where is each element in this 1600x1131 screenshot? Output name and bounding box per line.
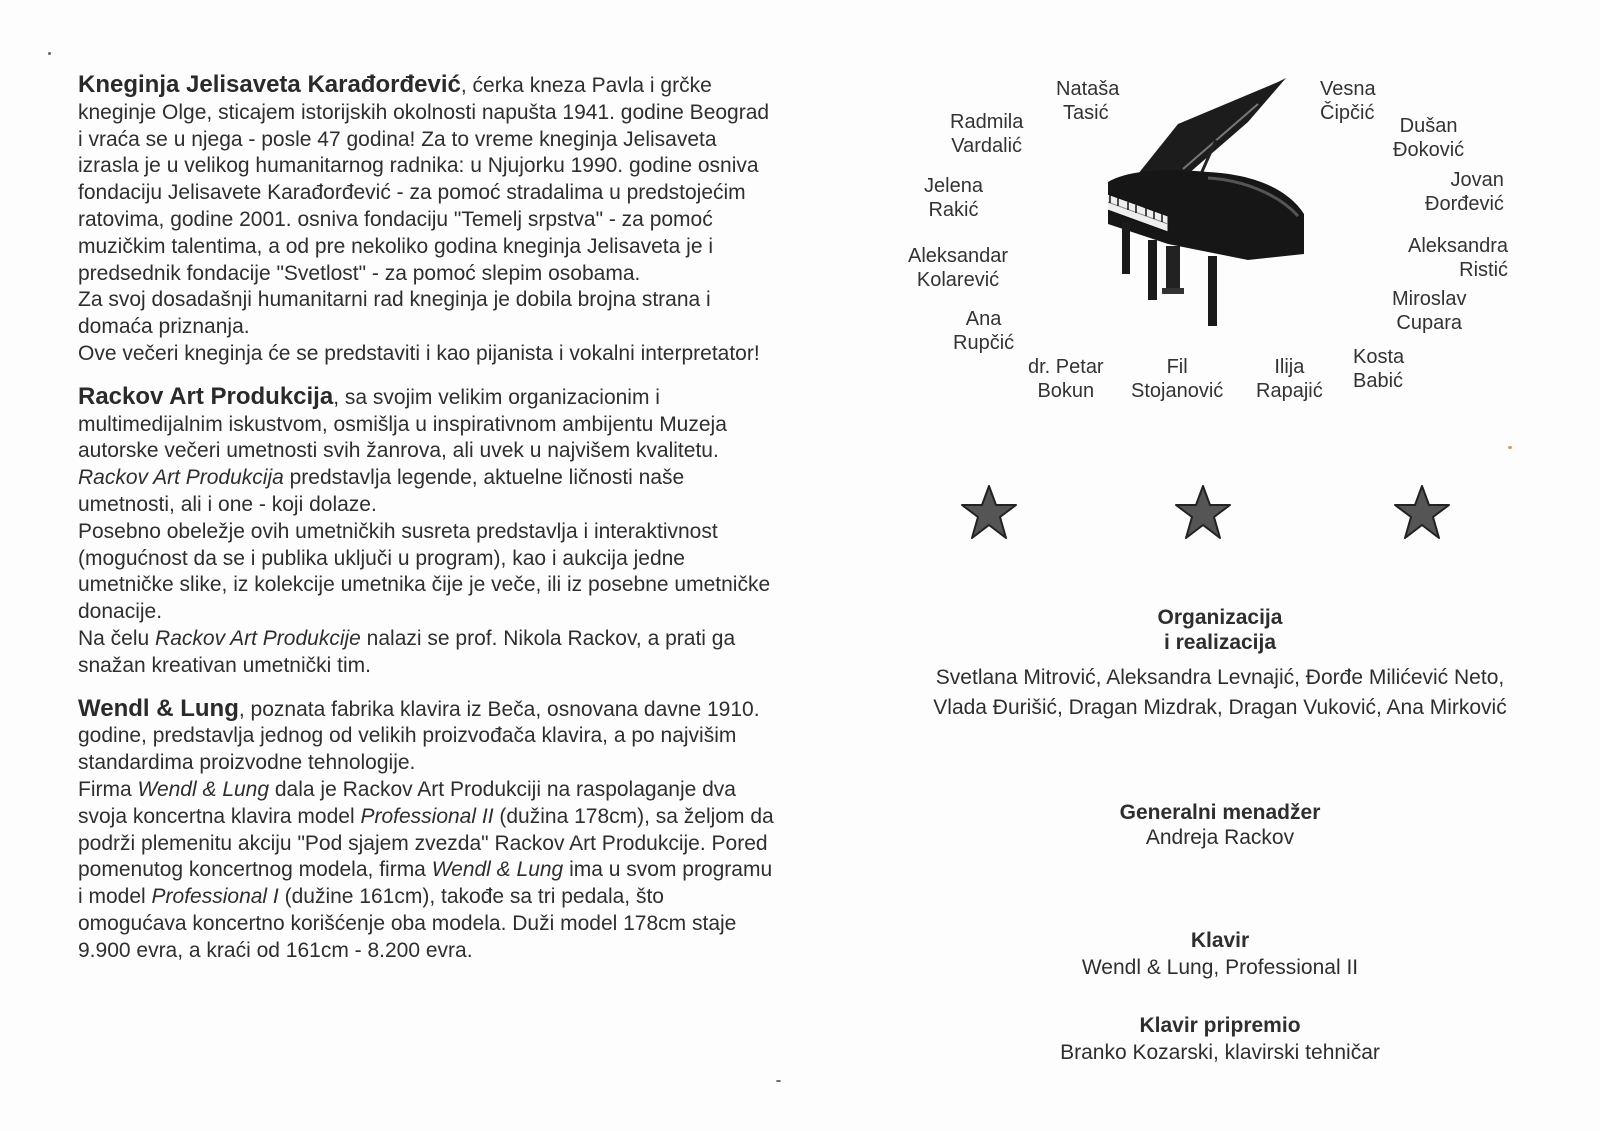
section-text: nalazi se prof. Nikola Rackov, a prati ga snažan kreativan umetnički tim. <box>78 626 736 677</box>
star-icon <box>960 484 1018 542</box>
credits-piano <box>870 928 1570 983</box>
performer-name <box>924 174 983 222</box>
italic-text: Rackov Art Produkcija <box>78 466 284 490</box>
section-paragraph <box>78 696 778 777</box>
name-line: Tasić <box>1063 102 1109 124</box>
scan-speck <box>48 52 51 55</box>
italic-text: Rackov Art Produkcije <box>155 626 361 650</box>
performer-name <box>1393 114 1464 162</box>
left-column <box>78 72 778 981</box>
credits-names: Vlada Đurišić, Dragan Mizdrak, Dragan Vuković, Ana Mirković <box>933 696 1507 719</box>
section-paragraph <box>78 626 778 680</box>
name-line: Jelena <box>924 175 983 197</box>
name-line: Vardalić <box>951 135 1023 157</box>
name-line: Aleksandra <box>1408 235 1509 257</box>
name-line: Aleksandar <box>908 245 1009 267</box>
name-line: Đoković <box>1393 139 1465 161</box>
section-text: Na čelu <box>78 626 156 650</box>
credits-names: Branko Kozarski, klavirski tehničar <box>1060 1041 1380 1064</box>
name-line: Babić <box>1353 370 1404 392</box>
star-icon <box>1393 484 1451 542</box>
performer-name <box>950 110 1023 158</box>
name-line: Vesna <box>1320 78 1376 100</box>
credits-general-manager <box>870 800 1570 850</box>
section-text: predstavlja legende, aktuelne ličnosti naše umetnosti, ali i one - koji dolaze. <box>78 466 685 516</box>
credits-title: Klavir pripremio <box>1139 1014 1301 1037</box>
name-line: Bokun <box>1037 380 1095 402</box>
section-text: (dužine 161cm), takođe sa tri pedala, što omogućava koncertno korišćenje oba modela. Duži model 178cm staje 9.900 evra, a kraći od 161cm - 8.200 evra. <box>78 885 737 962</box>
italic-text: Professional I <box>151 885 279 909</box>
section-wendl-lung <box>78 696 778 965</box>
name-line: Fil <box>1166 356 1188 378</box>
section-lead: Rackov Art Produkcija <box>78 382 334 410</box>
performer-name <box>1392 287 1466 335</box>
performer-name <box>1056 77 1119 125</box>
performer-name <box>1320 77 1376 125</box>
scan-speck <box>1508 446 1512 449</box>
italic-text: Wendl & Lung <box>431 858 564 882</box>
performer-name <box>1131 355 1223 403</box>
performer-name <box>1425 168 1504 216</box>
star-icon <box>1174 484 1232 542</box>
section-lead: Kneginja Jelisaveta Karađorđević <box>78 71 461 98</box>
section-paragraph: Posebno obeležje ovih umetničkih susreta predstavlja i interaktivnost (mogućnost da se i publika uključi u program), kao i aukcija jedne umetničke slike, iz kolekcije umetnika čije je veče, ili iz posebne umetničke donacije. <box>78 519 771 624</box>
name-line: Ilija <box>1274 356 1305 378</box>
performer-name <box>1353 345 1404 393</box>
section-text: (dužina 178cm), sa željom da podrži plemenitu akciju "Pod sjajem zvezda" Rackov Art Produkcije. Pored pomenutog koncertnog modela, firma <box>78 804 774 882</box>
performer-name <box>1028 355 1104 403</box>
performer-name <box>908 244 1008 292</box>
section-text: ima u svom programu i model <box>78 858 773 909</box>
name-line: Radmila <box>950 111 1024 133</box>
name-line: Kosta <box>1353 346 1405 368</box>
name-line: dr. Petar <box>1028 356 1104 378</box>
performer-name <box>953 307 1014 355</box>
name-line: Đorđević <box>1425 193 1504 215</box>
name-line: Nataša <box>1056 78 1120 100</box>
name-line: Ristić <box>1459 259 1509 281</box>
credits-names: Svetlana Mitrović, Aleksandra Levnajić, Đorđe Milićević Neto, <box>935 666 1505 689</box>
name-line: Dušan <box>1399 115 1458 137</box>
section-paragraph <box>78 777 778 965</box>
name-line: Jovan <box>1450 169 1504 191</box>
name-line: Cupara <box>1396 312 1463 334</box>
name-line: Rupčić <box>953 332 1015 354</box>
name-line: Rapajić <box>1256 380 1323 402</box>
credits-title: Generalni menadžer <box>1119 801 1321 824</box>
italic-text: Wendl & Lung <box>137 777 270 801</box>
section-paragraph <box>78 72 778 287</box>
section-kneginja <box>78 72 778 368</box>
scan-speck <box>776 1080 781 1082</box>
credits-names: Andreja Rackov <box>1145 826 1295 849</box>
credits-title: Klavir <box>1190 929 1250 952</box>
section-rackov <box>78 384 778 680</box>
name-line: Ana <box>965 308 1002 330</box>
credits-title: Organizacija <box>1157 606 1283 629</box>
credits-organization <box>870 605 1570 723</box>
name-line: Rakić <box>928 199 979 221</box>
name-line: Stojanović <box>1131 380 1224 402</box>
credits-title: i realizacija <box>1163 631 1277 654</box>
name-line: Kolarević <box>916 269 1000 291</box>
performer-name <box>1256 355 1323 403</box>
performer-name <box>1408 234 1508 282</box>
section-text: Firma <box>78 777 138 801</box>
section-text: , ćerka kneza Pavla i grčke kneginje Olge, sticajem istorijskih okolnosti napušta 1941. godine Beograd i vraća se u njega - posle 47 godina! Za to vreme kneginja Jelisaveta izrasla je u velikog humanitarnog radnika: u Njujorku 1990. godine osniva fondaciju Jelisavete Karađorđević - za pomoć stradalima u predstojećim ratovima, godine 2001. osniva fondaciju "Temelj srpstva" - za pomoć muzičkim talentima, a od pre nekoliko godina kneginja Jelisaveta je i predsednik fondacije "Svetlost" - za pomoć slepim osobama. <box>78 74 770 285</box>
section-text: , poznata fabrika klavira iz Beča, osnovana davne 1910. godine, predstavlja jednog od velikih proizvođača klavira, a po najvišim standardima proizvodne tehnologije. <box>78 697 760 775</box>
credits-piano-tech <box>870 1013 1570 1068</box>
section-paragraph <box>78 384 778 519</box>
grand-piano-image <box>1108 74 1308 344</box>
italic-text: Professional II <box>360 804 494 828</box>
name-line: Čipčić <box>1320 102 1375 124</box>
section-text: dala je Rackov Art Produkciji na raspolaganje dva svoja koncertna klavira model <box>78 777 736 828</box>
section-text: , sa svojim velikim organizacionim i multimedijalnim iskustvom, osmišlja u inspirativnom ambijentu Muzeja autorske večeri umetnosti svih žanrova, ali uvek u najvišem kvalitetu. <box>78 385 727 463</box>
name-line: Miroslav <box>1392 288 1467 310</box>
section-paragraph: Ove večeri kneginja će se predstaviti i kao pijanista i vokalni interpretator! <box>78 341 760 365</box>
credits-names: Wendl & Lung, Professional II <box>1081 956 1359 979</box>
section-paragraph: Za svoj dosadašnji humanitarni rad kneginja je dobila brojna strana i domaća priznanja. <box>78 288 711 339</box>
section-lead: Wendl & Lung <box>78 694 239 722</box>
